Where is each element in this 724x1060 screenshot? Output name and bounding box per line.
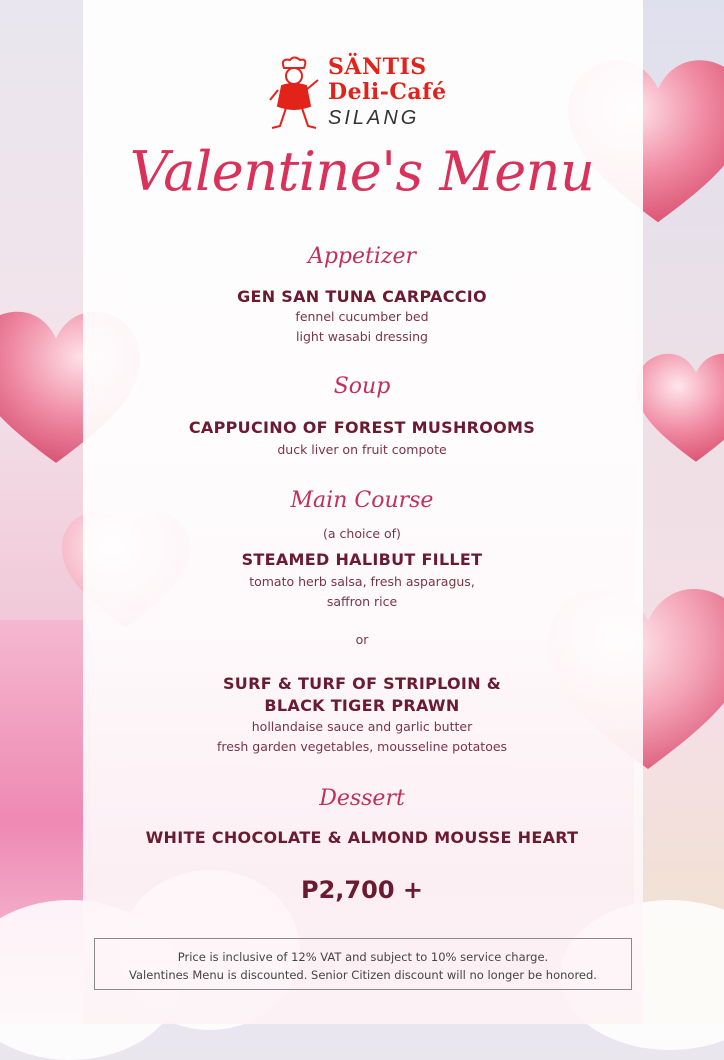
section-heading-dessert: Dessert [319, 786, 405, 811]
brand-location: SILANG [328, 107, 420, 129]
dish-name: BLACK TIGER PRAWN [264, 696, 460, 715]
dish-description: tomato herb salsa, fresh asparagus, [249, 574, 475, 589]
chef-mascot-icon [266, 56, 322, 132]
dish-name: WHITE CHOCOLATE & ALMOND MOUSSE HEART [145, 828, 579, 847]
dish-description: duck liver on fruit compote [277, 442, 447, 457]
or-separator: or [355, 632, 369, 647]
brand-name: SÄNTIS [328, 54, 427, 80]
price-note-box [94, 938, 632, 990]
note-line: Valentines Menu is discounted. Senior Citizen discount will no longer be honored. [129, 968, 597, 982]
page-title: Valentine's Menu [129, 140, 595, 203]
note-line: Price is inclusive of 12% VAT and subject to 10% service charge. [177, 950, 549, 964]
dish-name: STEAMED HALIBUT FILLET [241, 550, 483, 569]
choice-note: (a choice of) [323, 526, 401, 541]
dish-description: fennel cucumber bed [295, 309, 429, 324]
section-heading-soup: Soup [333, 374, 391, 399]
dish-description: light wasabi dressing [296, 329, 428, 344]
dish-description: fresh garden vegetables, mousseline potatoes [216, 739, 508, 754]
section-heading-appetizer: Appetizer [307, 244, 417, 269]
dish-description: hollandaise sauce and garlic butter [251, 719, 473, 734]
menu-price: P2,700 + [301, 876, 423, 904]
brand-subname: Deli-Café [328, 79, 447, 105]
brand-logo [266, 52, 466, 132]
dish-description: saffron rice [326, 594, 398, 609]
dish-name: GEN SAN TUNA CARPACCIO [237, 287, 487, 306]
dish-name: CAPPUCINO OF FOREST MUSHROOMS [188, 418, 536, 437]
section-heading-main: Main Course [290, 488, 434, 513]
dish-name: SURF & TURF OF STRIPLOIN & [222, 674, 502, 693]
